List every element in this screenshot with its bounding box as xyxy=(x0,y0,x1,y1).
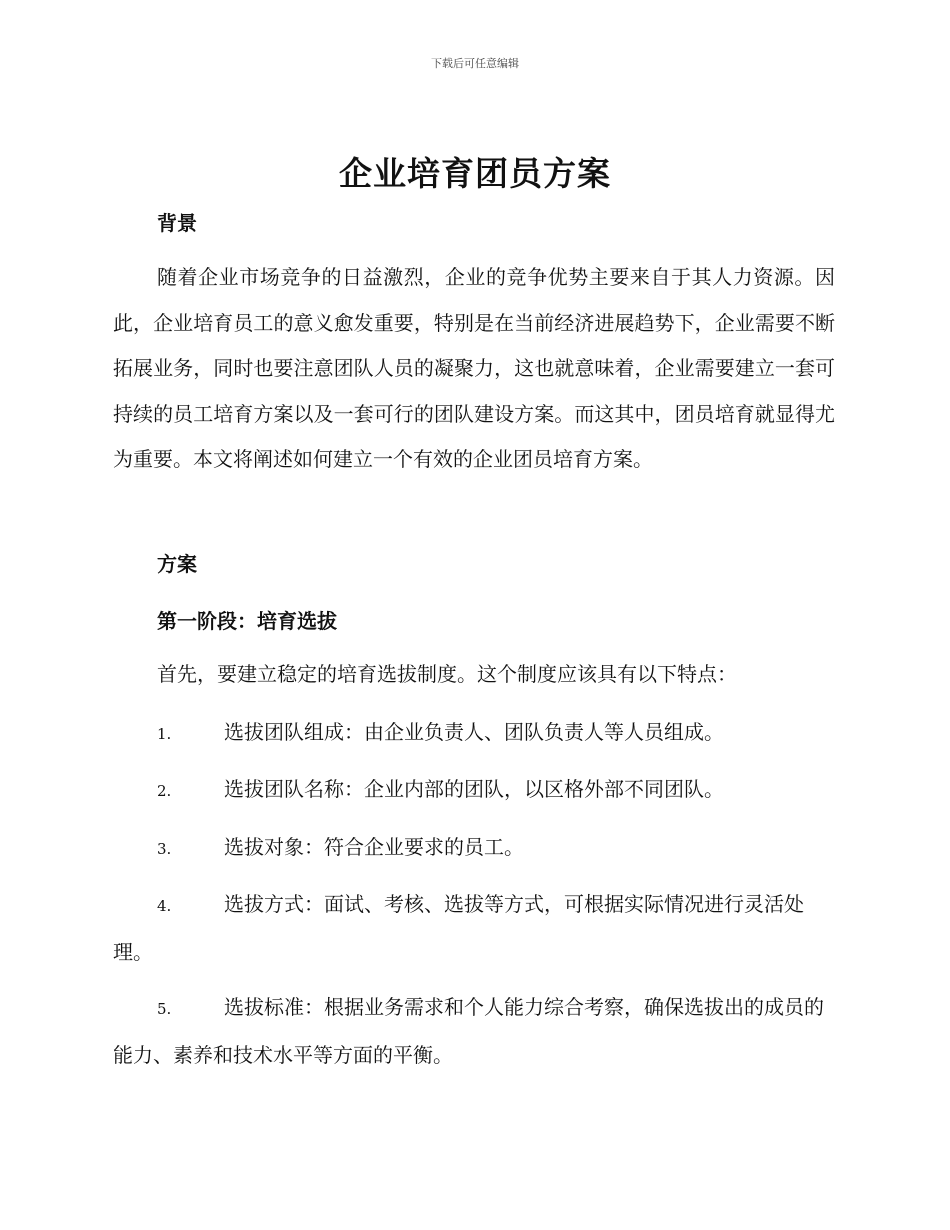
list-item xyxy=(113,767,835,815)
plan-heading: 方案 xyxy=(157,552,197,576)
list-item xyxy=(113,710,835,758)
list-item xyxy=(113,985,835,1078)
list-item xyxy=(113,825,835,873)
list-item-text: 选拔团队名称：企业内部的团队，以区格外部不同团队。 xyxy=(224,777,724,801)
list-item-number: 4. xyxy=(157,897,172,915)
list-item-text: 选拔方式：面试、考核、选拔等方式，可根据实际情况进行灵活处理。 xyxy=(113,892,804,964)
list-item-text: 选拔对象：符合企业要求的员工。 xyxy=(224,835,524,859)
list-item-text: 选拔标准：根据业务需求和个人能力综合考察，确保选拔出的成员的能力、素养和技术水平等方面的平衡。 xyxy=(113,995,824,1067)
background-paragraph: 随着企业市场竞争的日益激烈，企业的竞争优势主要来自于其人力资源。因此，企业培育员工的意义愈发重要，特别是在当前经济进展趋势下，企业需要不断拓展业务，同时也要注意团队人员的凝聚力，这也就意味着，企业需要建立一套可持续的员工培育方案以及一套可行的团队建设方案。而这其中，团员培育就显得尤为重要。本文将阐述如何建立一个有效的企业团员培育方案。 xyxy=(113,265,835,471)
list-item-number: 3. xyxy=(157,840,172,858)
stage1-intro: 首先，要建立稳定的培育选拔制度。这个制度应该具有以下特点： xyxy=(157,662,737,686)
list-item-text: 选拔团队组成：由企业负责人、团队负责人等人员组成。 xyxy=(224,720,724,744)
list-item-number: 5. xyxy=(157,1000,172,1018)
stage1-heading: 第一阶段：培育选拔 xyxy=(157,609,337,633)
header-note: 下载后可任意编辑 xyxy=(431,57,519,70)
document-title: 企业培育团员方案 xyxy=(339,154,611,193)
list-item-number: 2. xyxy=(157,782,172,800)
list-item xyxy=(113,882,835,975)
background-heading: 背景 xyxy=(157,211,197,235)
list-item-number: 1. xyxy=(157,725,172,743)
